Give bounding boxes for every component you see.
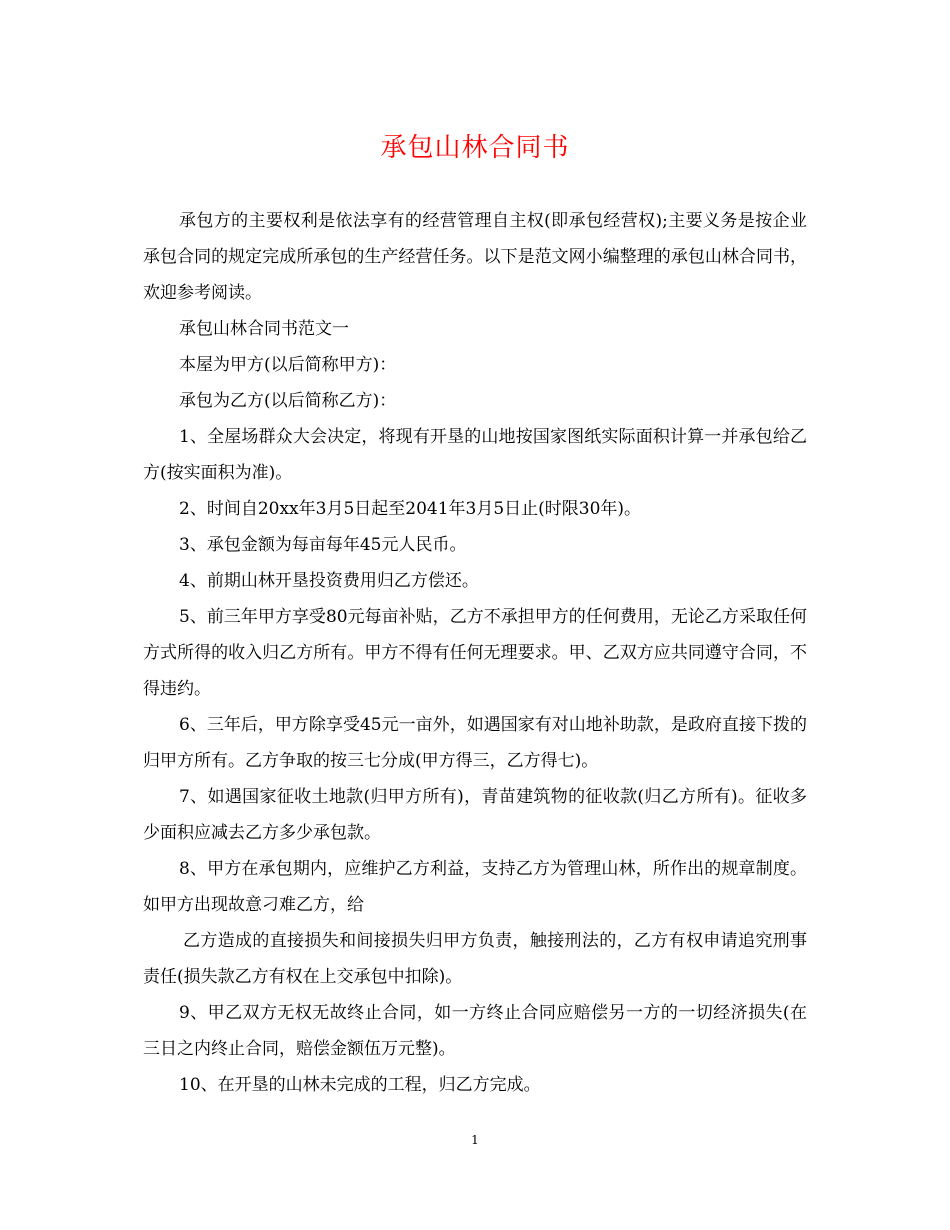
paragraph-party-b: 承包为乙方(以后简称乙方)： [179, 391, 397, 411]
paragraph-clause-1: 1、全屋场群众大会决定，将现有开垦的山地按国家图纸实际面积计算一并承包给乙方(按实面积为准)。 [143, 427, 807, 483]
paragraph-clause-5: 5、前三年甲方享受80元每亩补贴，乙方不承担甲方的任何费用，无论乙方采取任何方式所得的收入归乙方所有。甲方不得有任何无理要求。甲、乙双方应共同遵守合同，不得违约。 [143, 607, 807, 699]
paragraph-clause-7: 7、如遇国家征收土地款(归甲方所有)，青苗建筑物的征收款(归乙方所有)。征收多少面积应减去乙方多少承包款。 [143, 787, 807, 843]
document-title: 承包山林合同书 [380, 133, 570, 163]
paragraph-clause-4: 4、前期山林开垦投资费用归乙方偿还。 [179, 571, 479, 591]
paragraph-section-heading: 承包山林合同书范文一 [179, 319, 349, 339]
paragraph-clause-2: 2、时间自20xx年3月5日起至2041年3月5日止(时限30年)。 [179, 499, 642, 519]
document-body [143, 203, 807, 1103]
paragraph-clause-6: 6、三年后，甲方除享受45元一亩外，如遇国家有对山地补助款，是政府直接下拨的归甲方所有。乙方争取的按三七分成(甲方得三，乙方得七)。 [143, 715, 807, 771]
paragraph-clause-10: 10、在开垦的山林未完成的工程，归乙方完成。 [179, 1075, 541, 1095]
page-number: 1 [471, 1133, 479, 1147]
paragraph-clause-3: 3、承包金额为每亩每年45元人民币。 [179, 535, 467, 555]
paragraph-intro: 承包方的主要权利是依法享有的经营管理自主权(即承包经营权);主要义务是按企业承包合同的规定完成所承包的生产经营任务。以下是范文网小编整理的承包山林合同书，欢迎参考阅读。 [143, 211, 807, 303]
paragraph-clause-8: 8、甲方在承包期内，应维护乙方利益，支持乙方为管理山林，所作出的规章制度。如甲方出现故意刁难乙方，给 [143, 859, 807, 915]
paragraph-clause-9: 9、甲乙双方无权无故终止合同，如一方终止合同应赔偿另一方的一切经济损失(在三日之内终止合同，赔偿金额伍万元整)。 [143, 1003, 807, 1059]
paragraph-clause-8-continued: 乙方造成的直接损失和间接损失归甲方负责，触接刑法的，乙方有权申请追究刑事责任(损失款乙方有权在上交承包中扣除)。 [143, 931, 807, 987]
paragraph-party-a: 本屋为甲方(以后简称甲方)： [179, 355, 397, 375]
